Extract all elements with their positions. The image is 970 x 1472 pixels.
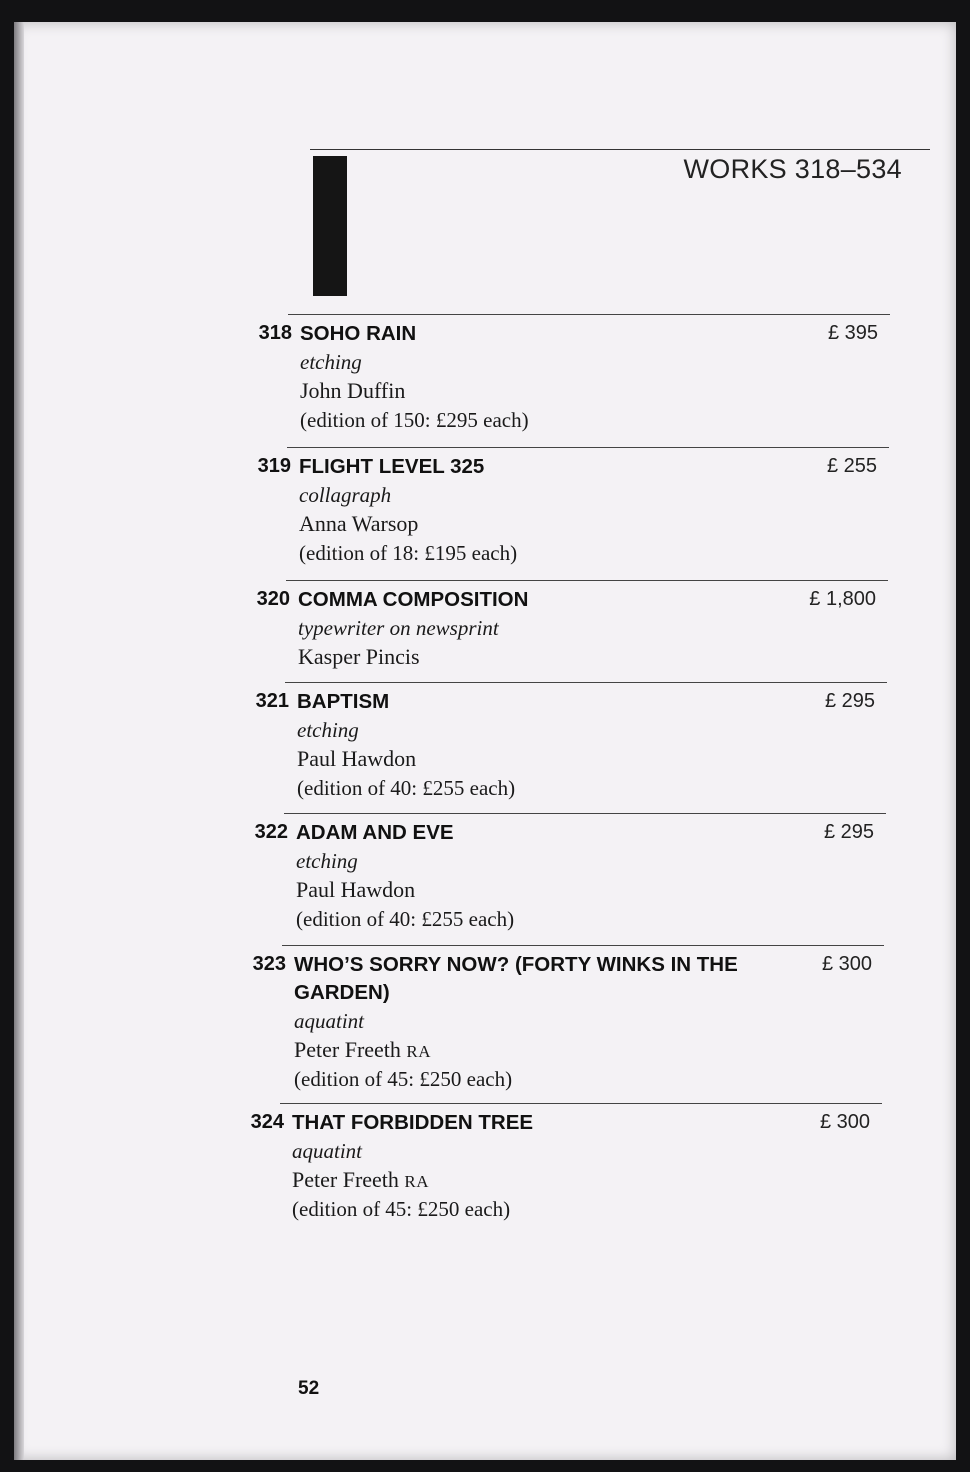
show-through xyxy=(264,292,269,313)
entry-number: 323 xyxy=(252,953,286,975)
entry-divider xyxy=(287,447,889,448)
entry-medium: collagraph xyxy=(299,483,392,507)
entry-title: SOHO RAIN xyxy=(300,322,417,345)
entry-medium: etching xyxy=(300,350,362,374)
artist-name: Peter Freeth xyxy=(294,1037,401,1062)
section-title: WORKS 318–534 xyxy=(683,154,902,184)
entry-artist: Paul Hawdon xyxy=(296,877,416,902)
entry-artist: Anna Warsop xyxy=(299,511,419,536)
entry-divider xyxy=(284,813,886,814)
entry-artist: Kasper Pincis xyxy=(298,644,420,669)
entry-artist: John Duffin xyxy=(300,378,406,403)
entry-title: COMMA COMPOSITION xyxy=(298,588,529,611)
entry-price: £ 295 xyxy=(823,821,874,843)
entry-price: £ 395 xyxy=(827,322,878,344)
artist-name: Peter Freeth xyxy=(292,1167,399,1192)
entry-divider xyxy=(280,1103,882,1104)
entry-artist xyxy=(292,1167,429,1193)
header-rule xyxy=(310,149,930,150)
entry-medium: typewriter on newsprint xyxy=(298,616,499,640)
entry-divider xyxy=(286,580,888,581)
entry-artist: Paul Hawdon xyxy=(297,746,417,771)
entry-medium: aquatint xyxy=(292,1139,363,1163)
entry-artist xyxy=(294,1037,431,1063)
entry-medium: etching xyxy=(297,718,359,742)
entry-edition: (edition of 18: £195 each) xyxy=(299,541,518,565)
entry-title: FLIGHT LEVEL 325 xyxy=(299,455,485,478)
entry-medium: aquatint xyxy=(294,1009,365,1033)
artist-suffix: RA xyxy=(406,1042,432,1061)
entry-number: 321 xyxy=(255,690,289,712)
entry-edition: (edition of 45: £250 each) xyxy=(292,1197,511,1221)
entry-price: £ 295 xyxy=(824,690,875,712)
entry-medium: etching xyxy=(296,849,358,873)
entry-edition: (edition of 45: £250 each) xyxy=(294,1067,513,1091)
catalogue-page xyxy=(14,22,956,1460)
entry-divider xyxy=(285,682,887,683)
entry-price: £ 255 xyxy=(826,455,877,477)
entry-number: 322 xyxy=(254,821,288,843)
artist-suffix: RA xyxy=(404,1172,430,1191)
entry-divider xyxy=(288,314,890,315)
entry-number: 319 xyxy=(257,455,291,477)
section-marker-bar xyxy=(313,156,347,296)
entry-title: WHO’S SORRY NOW? (FORTY WINKS IN THE GARDEN) xyxy=(294,953,738,1004)
entry-edition: (edition of 40: £255 each) xyxy=(297,776,516,800)
entry-number: 320 xyxy=(256,588,290,610)
entry-number: 324 xyxy=(250,1111,284,1133)
entry-number: 318 xyxy=(258,322,292,344)
entry-edition: (edition of 150: £295 each) xyxy=(300,408,529,432)
entry-title: ADAM AND EVE xyxy=(296,821,454,844)
entry-edition: (edition of 40: £255 each) xyxy=(296,907,515,931)
entry-price: £ 300 xyxy=(819,1111,870,1133)
entry-title: THAT FORBIDDEN TREE xyxy=(292,1111,534,1134)
page-number: 52 xyxy=(298,1378,320,1399)
entry-price: £ 1,800 xyxy=(809,588,876,610)
entry-price: £ 300 xyxy=(821,953,872,975)
entry-title: BAPTISM xyxy=(297,690,390,713)
entry-divider xyxy=(282,945,884,946)
